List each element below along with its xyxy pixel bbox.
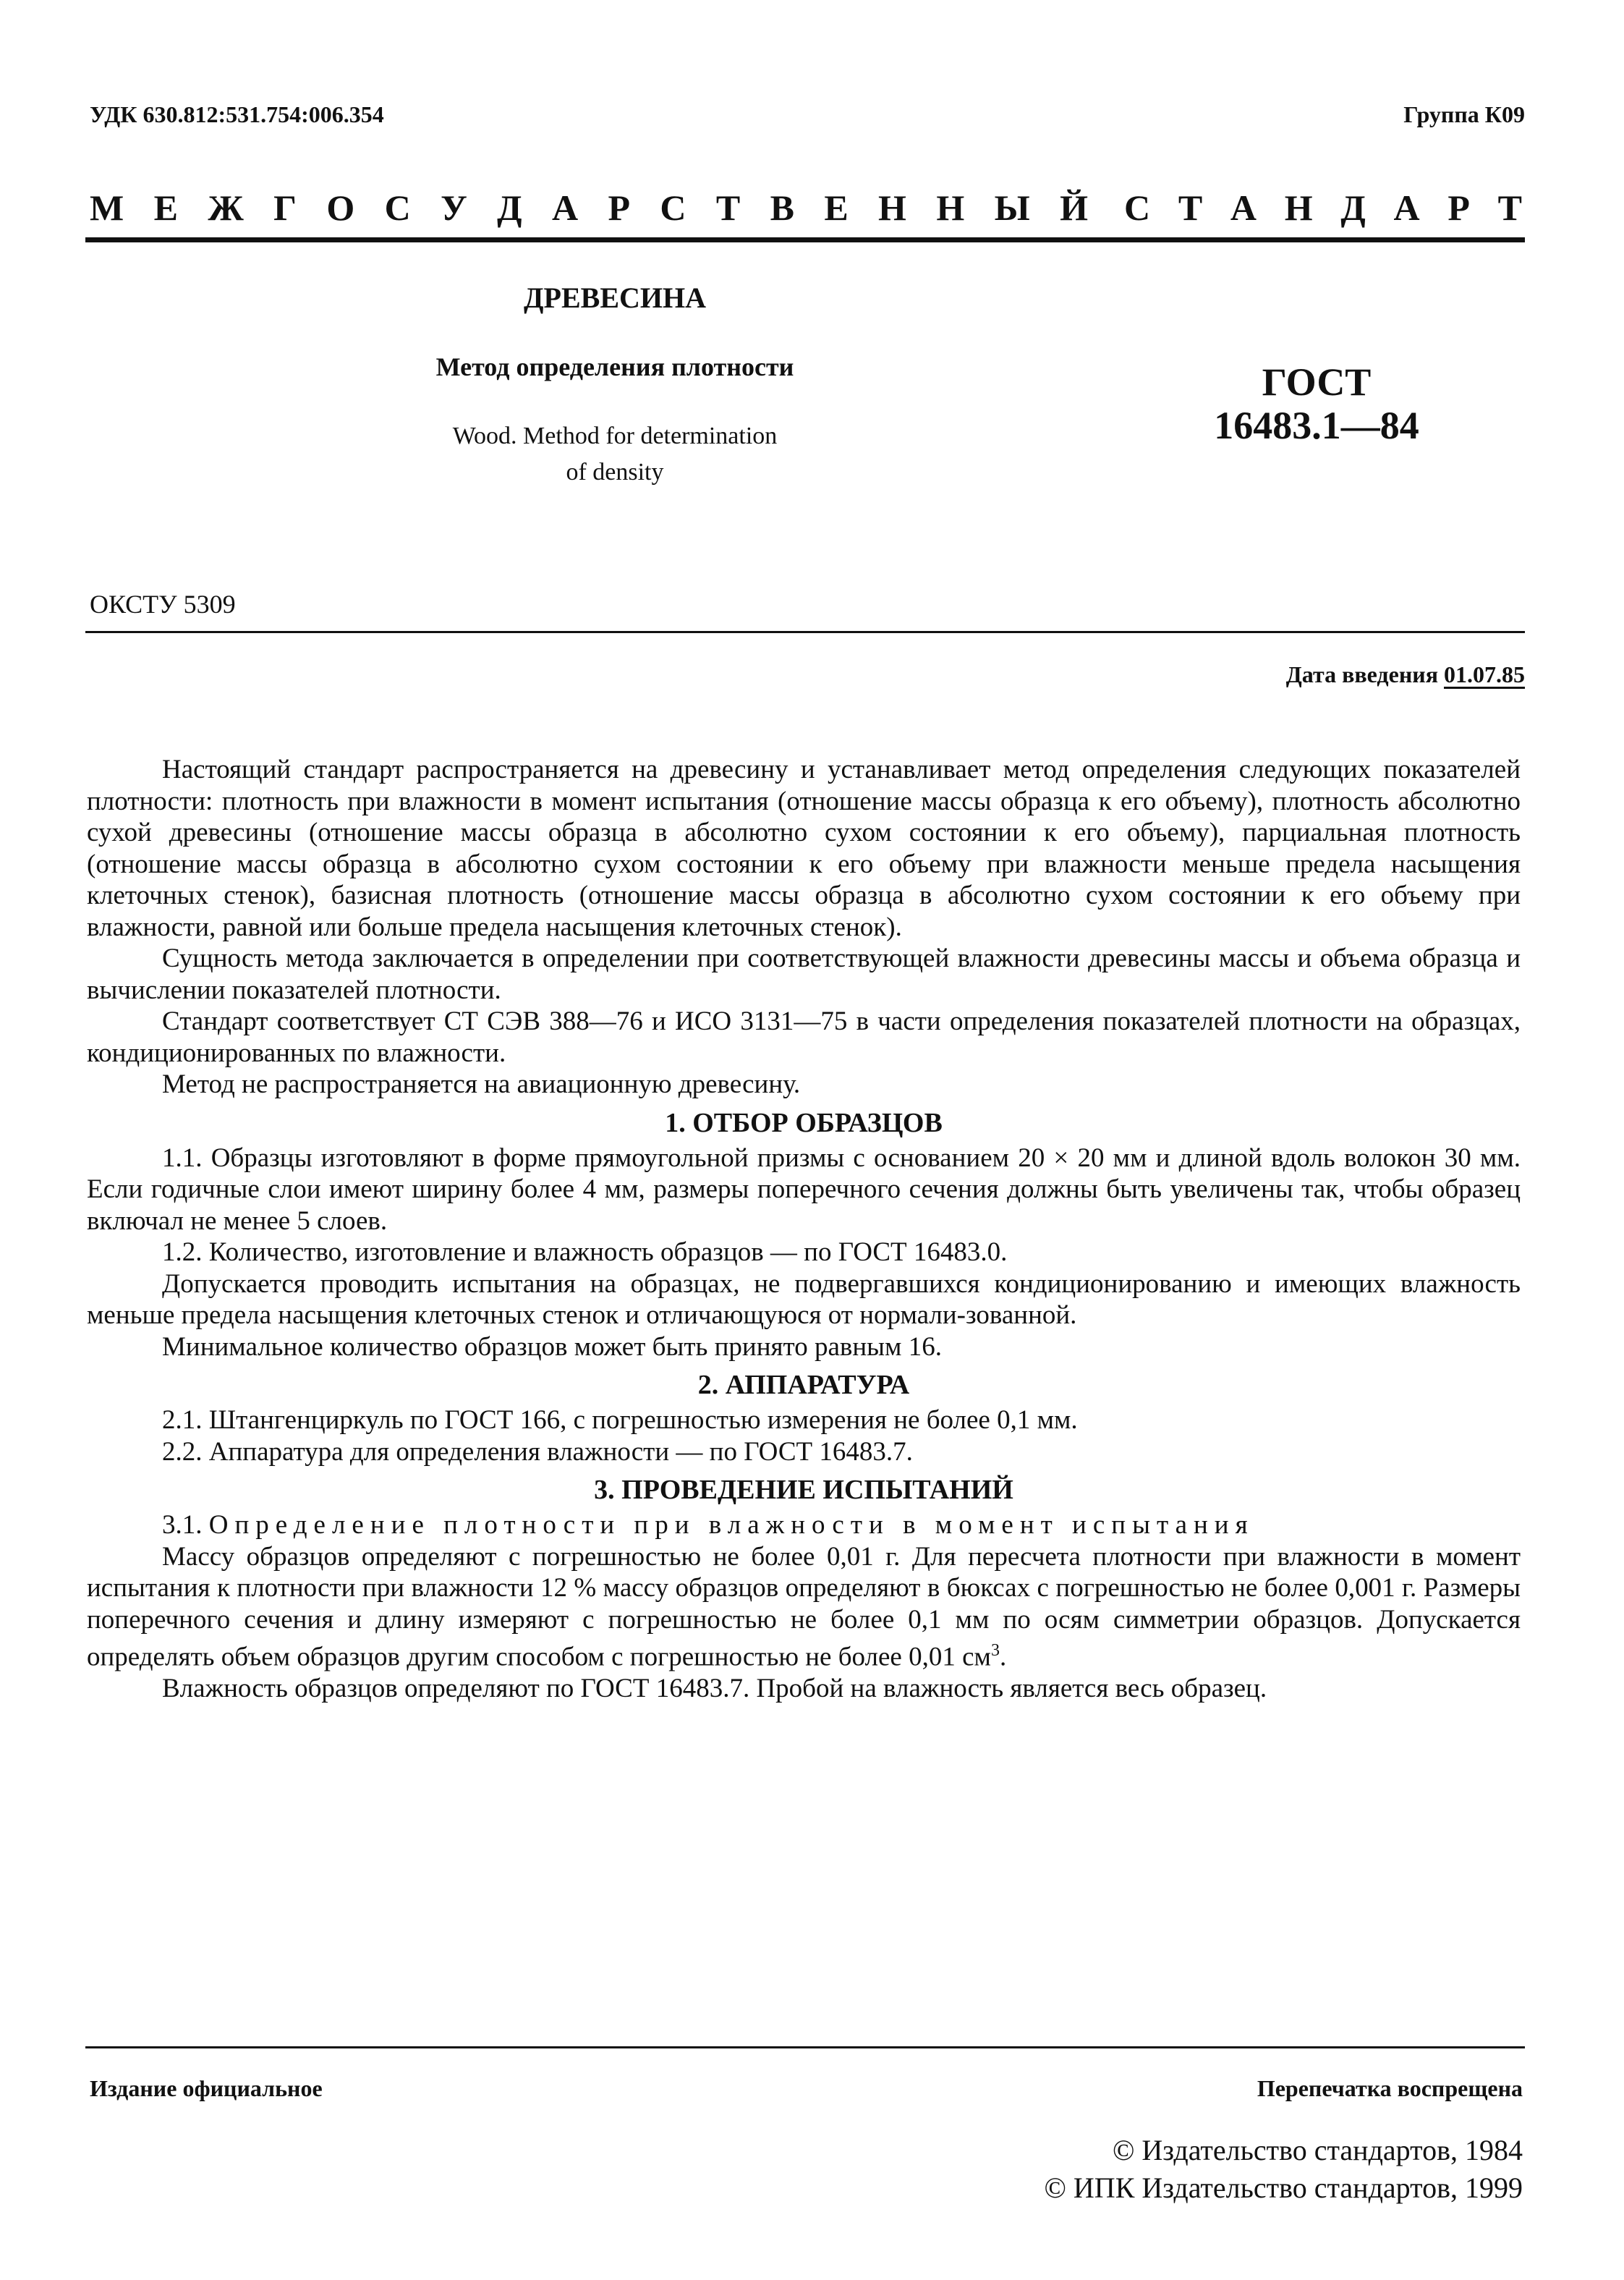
english-title <box>362 418 868 491</box>
udk-code: УДК 630.812:531.754:006.354 <box>90 101 384 127</box>
banner-word-standard <box>1124 187 1522 229</box>
section1-paragraph: Допускается проводить испытания на образцах, не подвергавшихся кондиционированию и имеющих влажность меньше предела насыщения клеточных стенок и отличающуюся от нормали-зованной. <box>87 1268 1521 1330</box>
section3-paragraph <box>87 1541 1521 1673</box>
intro-date-label: Дата введения <box>1285 661 1438 687</box>
intro-paragraph: Сущность метода заключается в определении при соответствующей влажности древесины массы и объема образца и вычислении показателей плотности. <box>87 944 1521 1005</box>
banner-letter: Ы <box>994 187 1030 228</box>
banner-letter: Н <box>1284 187 1313 228</box>
official-edition-note: Издание официальное <box>90 2075 323 2101</box>
english-title-line1: Wood. Method for determination <box>452 423 778 449</box>
banner-letter: Д <box>497 187 522 228</box>
intro-date <box>1286 661 1525 688</box>
gost-designation <box>1186 360 1447 447</box>
banner-letter: Н <box>936 187 965 228</box>
banner-letter: О <box>326 187 355 228</box>
gost-number: 16483.1—84 <box>1214 404 1419 447</box>
subheading-number: 3.1. <box>162 1510 203 1540</box>
banner-letter: Т <box>1497 187 1522 228</box>
banner-letter: А <box>1230 187 1257 228</box>
banner-letter: Г <box>273 187 297 228</box>
section-heading-apparatus: 2. АППАРАТУРА <box>697 1370 910 1400</box>
intro-paragraph: Настоящий стандарт распространяется на древесину и устанавливает метод определения следующих показателей плотности: плотность при влажности в момент испытания (отношение массы образца к его объему), плотность абсолютно сухой древесины (отношение массы образца в абсолютно сухом состоянии к его объему), парциальная плотность (отношение массы образца в абсолютно сухом состоянии к его объему при влажности меньше предела насыщения клеточных стенок), базисная плотность (отношение массы образца в абсолютно сухом состоянии к его объему при влажности, равной или больше предела насыщения клеточных стенок). <box>87 755 1521 942</box>
section2-paragraph: 2.1. Штангенциркуль по ГОСТ 166, с погрешностью измерения не более 0,1 мм. <box>162 1405 1078 1435</box>
copyright-1984: © Издательство стандартов, 1984 <box>1112 2134 1523 2166</box>
banner-letter: Н <box>878 187 906 228</box>
section-heading-testing: 3. ПРОВЕДЕНИЕ ИСПЫТАНИЙ <box>594 1475 1013 1505</box>
section3-subheading <box>87 1509 1521 1541</box>
banner-letter: С <box>1124 187 1151 228</box>
banner-letter: С <box>384 187 411 228</box>
section1-paragraph: 1.2. Количество, изготовление и влажность образцов — по ГОСТ 16483.0. <box>162 1237 1008 1267</box>
section3-paragraph-text: Массу образцов определяют с погрешностью не более 0,01 г. Для пересчета плотности при влажности в момент испытания к плотности при влажности 12 % массу образцов определяют в бюксах с погрешностью не более 0,001 г. Размеры поперечного сечения и длину измеряют с погрешностью не более 0,1 мм по осям симметрии образцов. Допускается определять объем образцов другим способом с погрешностью не более 0,01 см <box>87 1541 1521 1672</box>
footer-rule <box>85 2046 1525 2048</box>
banner-letter: М <box>90 187 124 228</box>
banner-letter: Ж <box>208 187 244 228</box>
gost-label: ГОСТ <box>1262 360 1372 404</box>
intro-paragraph: Метод не распространяется на авиационную древесину. <box>162 1069 801 1099</box>
sentence-end: . <box>999 1642 1007 1672</box>
section3-paragraph: Влажность образцов определяют по ГОСТ 16483.7. Пробой на влажность является весь образец. <box>162 1673 1267 1703</box>
copyright-1999: © ИПК Издательство стандартов, 1999 <box>1044 2171 1523 2204</box>
banner-letter: Д <box>1340 187 1366 228</box>
intro-date-value: 01.07.85 <box>1444 661 1525 687</box>
banner-letter: Е <box>153 187 178 228</box>
banner-letter: Р <box>1447 187 1470 228</box>
banner-letter: Е <box>824 187 849 228</box>
banner-letter: А <box>551 187 579 228</box>
section1-paragraph: 1.1. Образцы изготовляют в форме прямоугольной призмы с основанием 20 × 20 мм и длиной вдоль волокон 30 мм. Если годичные слои имеют ширину более 4 мм, размеры поперечного сечения должны быть увеличены так, чтобы образец включал не менее 5 слоев. <box>87 1143 1521 1236</box>
intro-paragraph: Стандарт соответствует СТ СЭВ 388—76 и ИСО 3131—75 в части определения показателей плотности на образцах, кондиционированных по влажности. <box>87 1006 1521 1068</box>
okstu-rule <box>85 631 1525 633</box>
banner-letter: А <box>1393 187 1420 228</box>
reprint-prohibited-note: Перепечатка воспрещена <box>1257 2075 1523 2101</box>
group-code: Группа К09 <box>1403 101 1525 127</box>
document-subtitle: Метод определения плотности <box>435 352 794 381</box>
banner-letter: Й <box>1060 187 1088 228</box>
document-body <box>87 754 1521 1704</box>
banner-letter: У <box>441 187 467 228</box>
section1-paragraph: Минимальное количество образцов может быть принято равным 16. <box>162 1331 942 1362</box>
banner-letter: С <box>660 187 686 228</box>
okstu-code: ОКСТУ 5309 <box>90 590 236 619</box>
banner-word-interstate <box>90 187 1088 229</box>
standard-banner <box>90 187 1522 229</box>
section2-paragraph: 2.2. Аппаратура для определения влажности — по ГОСТ 16483.7. <box>162 1436 913 1467</box>
subheading-title: Определение плотности при влажности в момент испытания <box>208 1510 1254 1540</box>
banner-letter: Т <box>1178 187 1203 228</box>
banner-letter: Т <box>715 187 741 228</box>
banner-rule <box>85 237 1525 242</box>
banner-letter: В <box>770 187 794 228</box>
document-title: ДРЕВЕСИНА <box>524 281 706 314</box>
banner-letter: Р <box>608 187 630 228</box>
english-title-line2: of density <box>566 459 664 486</box>
section-heading-sampling: 1. ОТБОР ОБРАЗЦОВ <box>665 1107 943 1138</box>
superscript-cube: 3 <box>990 1641 1000 1660</box>
